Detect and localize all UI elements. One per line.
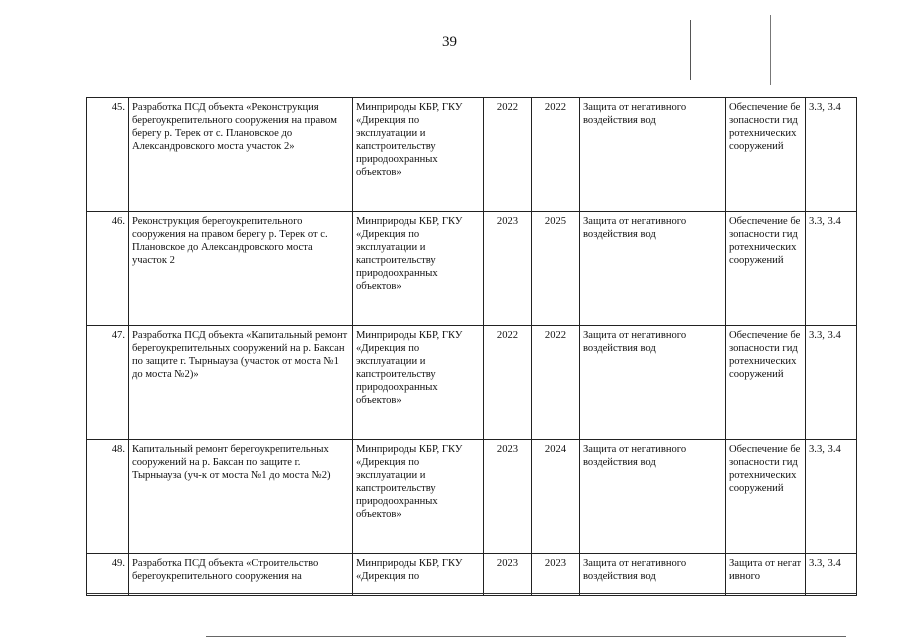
start-year: 2023 xyxy=(484,554,532,596)
row-number: 47. xyxy=(87,326,129,440)
measure-title: Разработка ПСД объекта «Капитальный ремонт берегоукрепительных сооружений на р. Баксан по защите г. Тырныауза (участок от моста №1 до моста №2)» xyxy=(129,326,353,440)
table-row xyxy=(87,554,857,596)
start-year: 2023 xyxy=(484,440,532,554)
task: Обеспечение безопасности гидротехнических сооружений xyxy=(726,98,806,212)
scan-artifact-line xyxy=(86,593,856,594)
indicator-ref: 3.3, 3.4 xyxy=(806,98,857,212)
row-number: 46. xyxy=(87,212,129,326)
table-row xyxy=(87,212,857,326)
task: Обеспечение безопасности гидротехнических сооружений xyxy=(726,326,806,440)
executor: Минприроды КБР, ГКУ «Дирекция по эксплуатации и капстроительству природоохранных объектов» xyxy=(353,326,484,440)
measure-title: Реконструкция берегоукрепительного сооружения на правом берегу р. Терек от с. Плановское до Александровского моста участок 2 xyxy=(129,212,353,326)
measure-title: Капитальный ремонт берегоукрепительных сооружений на р. Баксан по защите г. Тырныауза (уч-к от моста №1 до моста №2) xyxy=(129,440,353,554)
start-year: 2022 xyxy=(484,98,532,212)
scan-artifact-line xyxy=(770,15,771,85)
indicator-ref: 3.3, 3.4 xyxy=(806,440,857,554)
goal: Защита от негативного воздействия вод xyxy=(580,212,726,326)
end-year: 2022 xyxy=(532,326,580,440)
start-year: 2022 xyxy=(484,326,532,440)
executor: Минприроды КБР, ГКУ «Дирекция по эксплуатации и капстроительству природоохранных объектов» xyxy=(353,440,484,554)
task: Обеспечение безопасности гидротехнических сооружений xyxy=(726,440,806,554)
end-year: 2025 xyxy=(532,212,580,326)
end-year: 2022 xyxy=(532,98,580,212)
start-year: 2023 xyxy=(484,212,532,326)
scan-artifact-line xyxy=(206,636,846,637)
task: Защита от негативного xyxy=(726,554,806,596)
row-number: 49. xyxy=(87,554,129,596)
indicator-ref: 3.3, 3.4 xyxy=(806,212,857,326)
row-number: 45. xyxy=(87,98,129,212)
goal: Защита от негативного воздействия вод xyxy=(580,440,726,554)
task: Обеспечение безопасности гидротехнических сооружений xyxy=(726,212,806,326)
table-row xyxy=(87,440,857,554)
table-row xyxy=(87,98,857,212)
goal: Защита от негативного воздействия вод xyxy=(580,98,726,212)
scan-artifact-line xyxy=(690,20,691,80)
measures-table xyxy=(86,97,857,596)
measure-title: Разработка ПСД объекта «Строительство берегоукрепительного сооружения на xyxy=(129,554,353,596)
indicator-ref: 3.3, 3.4 xyxy=(806,554,857,596)
indicator-ref: 3.3, 3.4 xyxy=(806,326,857,440)
page-number: 39 xyxy=(442,34,457,50)
end-year: 2023 xyxy=(532,554,580,596)
executor: Минприроды КБР, ГКУ «Дирекция по эксплуатации и капстроительству природоохранных объектов» xyxy=(353,98,484,212)
executor: Минприроды КБР, ГКУ «Дирекция по xyxy=(353,554,484,596)
goal: Защита от негативного воздействия вод xyxy=(580,554,726,596)
row-number: 48. xyxy=(87,440,129,554)
end-year: 2024 xyxy=(532,440,580,554)
goal: Защита от негативного воздействия вод xyxy=(580,326,726,440)
table-row xyxy=(87,326,857,440)
executor: Минприроды КБР, ГКУ «Дирекция по эксплуатации и капстроительству природоохранных объектов» xyxy=(353,212,484,326)
measure-title: Разработка ПСД объекта «Реконструкция берегоукрепительного сооружения на правом берегу р. Терек от с. Плановское до Александровского моста участок 2» xyxy=(129,98,353,212)
